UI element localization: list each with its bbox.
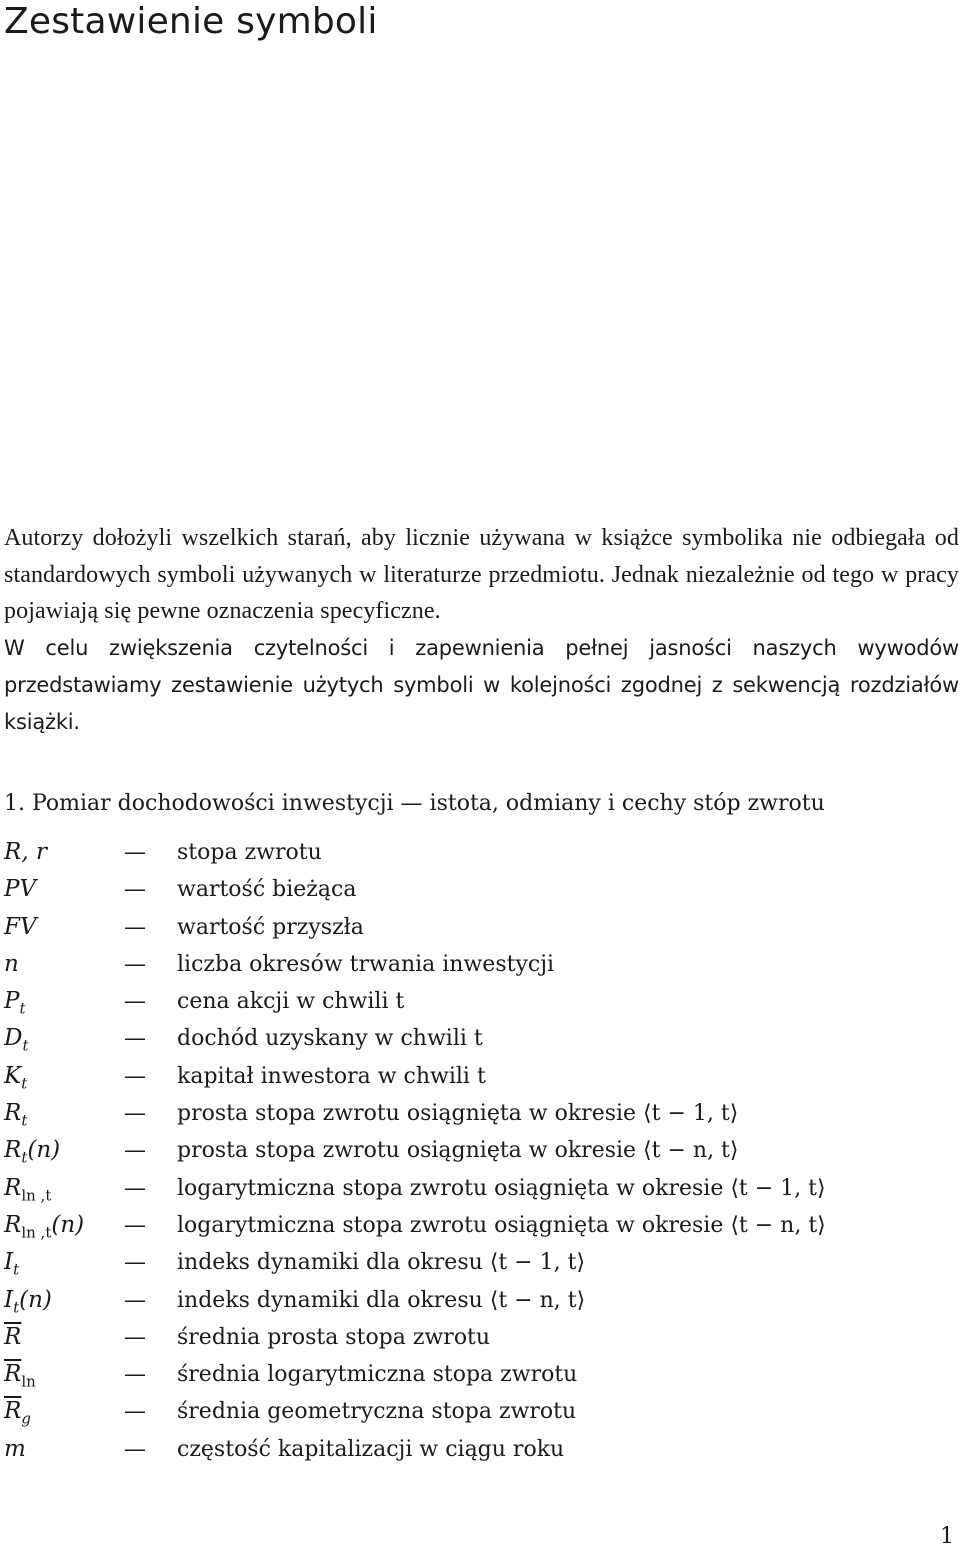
symbol-subscript: ln ,t: [21, 1223, 52, 1242]
symbol-row: [4, 909, 960, 946]
symbol-dash: —: [124, 1399, 146, 1425]
symbol: [4, 1356, 36, 1393]
symbol-dash: —: [124, 1362, 146, 1388]
symbol-row: [4, 1132, 960, 1169]
symbol-dash: —: [124, 1175, 146, 1201]
symbol-subscript: t: [22, 1037, 29, 1056]
symbol-base: I: [4, 1286, 14, 1313]
symbol-description: średnia logarytmiczna stopa zwrotu: [177, 1362, 578, 1388]
symbol-row: [4, 1244, 960, 1281]
page-number: 1: [940, 1524, 954, 1549]
symbol-base: R, r: [4, 839, 47, 865]
symbol-dash: —: [124, 1324, 146, 1350]
symbol-row: [4, 834, 960, 871]
symbol-base: PV: [4, 876, 37, 903]
symbol: [4, 983, 26, 1020]
symbol-base: n: [4, 950, 19, 977]
symbol-dash: —: [124, 1138, 146, 1164]
symbol-dash: —: [124, 1212, 146, 1238]
symbol-row: [4, 1319, 960, 1356]
symbol-row: [4, 946, 960, 983]
symbol: [4, 1095, 27, 1132]
symbol-subscript: g: [21, 1410, 31, 1429]
symbol-description: dochód uzyskany w chwili t: [177, 1026, 483, 1052]
symbol-argument: (n): [51, 1211, 85, 1238]
symbol-subscript: t: [21, 1074, 28, 1093]
symbol-subscript: t: [19, 999, 26, 1018]
symbol: [4, 1020, 28, 1057]
symbol-description: logarytmiczna stopa zwrotu osiągnięta w okresie ⟨t − n, t⟩: [177, 1212, 826, 1238]
symbol-dash: —: [124, 951, 146, 977]
symbol-base: m: [4, 1435, 26, 1462]
symbol-base: P: [4, 988, 20, 1015]
symbol-base: R: [4, 1211, 22, 1238]
symbol: [4, 1431, 26, 1468]
symbol-description: cena akcji w chwili t: [177, 989, 405, 1015]
symbol-subscript: t: [21, 1111, 28, 1130]
symbol-row: [4, 1356, 960, 1393]
symbol-row: [4, 1393, 960, 1430]
symbol-base: R: [4, 1174, 22, 1201]
symbol-description: indeks dynamiki dla okresu ⟨t − n, t⟩: [177, 1287, 586, 1313]
symbol-description: częstość kapitalizacji w ciągu roku: [177, 1436, 565, 1462]
symbol-base: I: [4, 1249, 14, 1276]
symbol-dash: —: [124, 1250, 146, 1276]
symbol: [4, 946, 19, 983]
symbol: [4, 909, 37, 946]
symbol-description: wartość przyszła: [177, 914, 364, 940]
symbol-description: liczba okresów trwania inwestycji: [177, 951, 555, 977]
page-title: Zestawienie symboli: [4, 1, 378, 42]
symbol-dash: —: [124, 1287, 146, 1313]
symbol: [4, 1058, 27, 1095]
symbol: [4, 1393, 31, 1430]
symbol-dash: —: [124, 1026, 146, 1052]
symbol: [4, 1170, 51, 1207]
symbol-base: $\overline{R}$: [4, 1361, 22, 1388]
intro-paragraph-2: W celu zwiększenia czytelności i zapewnienia pełnej jasności naszych wywodów przedstawiamy zestawienie użytych symboli w kolejności zgodnej z sekwencją rozdziałów książki.: [4, 636, 959, 734]
symbol-description: średnia geometryczna stopa zwrotu: [177, 1399, 577, 1425]
symbol-list: [4, 834, 960, 1468]
symbol-description: kapitał inwestora w chwili t: [177, 1063, 486, 1089]
symbol-row: [4, 983, 960, 1020]
symbol-description: stopa zwrotu: [177, 840, 322, 865]
symbol-description: prosta stopa zwrotu osiągnięta w okresie ⟨t − 1, t⟩: [177, 1101, 739, 1127]
symbol-row: [4, 1170, 960, 1207]
symbol-description: prosta stopa zwrotu osiągnięta w okresie ⟨t − n, t⟩: [177, 1138, 739, 1164]
symbol: [4, 871, 36, 908]
intro-text: [4, 520, 959, 740]
symbol: [4, 1319, 21, 1356]
symbol-dash: —: [124, 1101, 146, 1127]
symbol-description: wartość bieżąca: [177, 877, 357, 903]
symbol-dash: —: [124, 877, 146, 903]
symbol-base: K: [4, 1062, 22, 1089]
symbol: [4, 1132, 60, 1169]
symbol-base: R: [4, 1137, 22, 1164]
intro-paragraph-1: Autorzy dołożyli wszelkich starań, aby licznie używana w książce symbolika nie odbiegała od standardowych symboli używanych w literaturze przedmiotu. Jednak niezależnie od tego w pracy pojawiają się pewne oznaczenia specyficzne.: [4, 525, 959, 625]
symbol-dash: —: [124, 989, 146, 1015]
symbol-row: [4, 1095, 960, 1132]
symbol-row: [4, 1282, 960, 1319]
symbol: [4, 834, 47, 871]
symbol-description: logarytmiczna stopa zwrotu osiągnięta w okresie ⟨t − 1, t⟩: [177, 1175, 826, 1201]
symbol-base: D: [4, 1025, 23, 1052]
symbol: [4, 1282, 52, 1319]
symbol-argument: (n): [27, 1137, 61, 1164]
symbol-dash: —: [124, 1436, 146, 1462]
symbol-base: $\overline{R}$: [4, 1323, 22, 1350]
symbol-subscript: t: [13, 1260, 20, 1279]
symbol-base: $\overline{R}$: [4, 1398, 22, 1425]
symbol-dash: —: [124, 914, 146, 940]
symbol-subscript: ln: [21, 1372, 36, 1391]
symbol-base: R: [4, 1100, 22, 1127]
symbol: [4, 1207, 84, 1244]
symbol-dash: —: [124, 1063, 146, 1089]
symbol-argument: (n): [19, 1286, 52, 1313]
symbol-row: [4, 871, 960, 908]
symbol-dash: —: [124, 840, 146, 865]
symbol-row: [4, 1207, 960, 1244]
symbol-base: FV: [4, 913, 37, 940]
symbol-subscript: t: [21, 1148, 28, 1167]
symbol-row: [4, 1058, 960, 1095]
symbol-description: indeks dynamiki dla okresu ⟨t − 1, t⟩: [177, 1250, 586, 1276]
symbol-subscript: t: [13, 1298, 20, 1317]
symbol-subscript: ln ,t: [21, 1186, 52, 1205]
symbol: [4, 1244, 19, 1281]
symbol-row: [4, 1431, 960, 1468]
section-title: 1. Pomiar dochodowości inwestycji — istota, odmiany i cechy stóp zwrotu: [4, 791, 825, 816]
symbol-row: [4, 1020, 960, 1057]
symbol-description: średnia prosta stopa zwrotu: [177, 1324, 491, 1350]
